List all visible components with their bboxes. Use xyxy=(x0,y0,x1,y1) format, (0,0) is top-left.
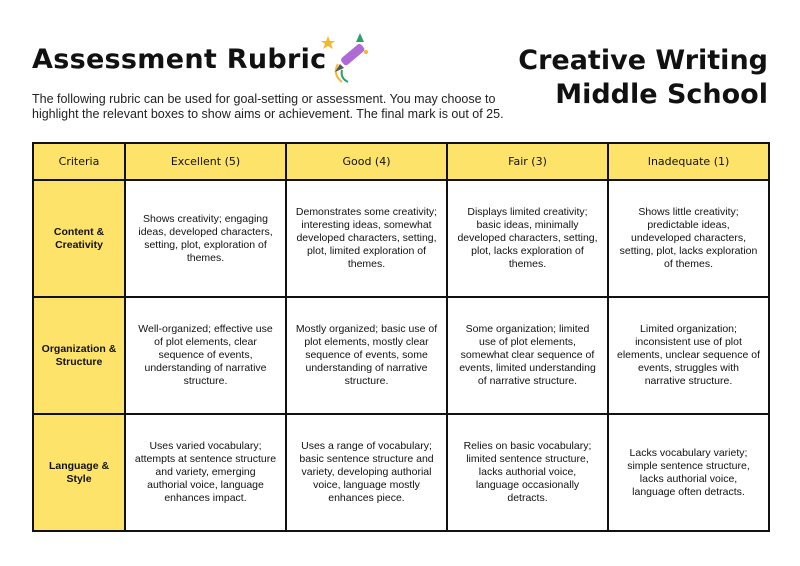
header-excellent: Excellent (5) xyxy=(125,143,286,180)
table-row xyxy=(33,180,769,297)
table-row xyxy=(33,414,769,531)
rubric-cell[interactable]: Mostly organized; basic use of plot elements, mostly clear sequence of events, some understanding of narrative structure. xyxy=(286,297,447,414)
page-title: Assessment Rubric xyxy=(32,44,327,75)
criteria-cell: Organization & Structure xyxy=(33,297,125,414)
rubric-cell[interactable]: Shows creativity; engaging ideas, developed characters, setting, plot, exploration of themes. xyxy=(125,180,286,297)
rubric-cell[interactable]: Lacks vocabulary variety; simple sentence structure, lacks authorial voice, language often detracts. xyxy=(608,414,769,531)
intro-text: The following rubric can be used for goal-setting or assessment. You may choose to highlight the relevant boxes to show aims or achievement. The final mark is out of 25. xyxy=(32,92,504,121)
subtitle-line-2: Middle School xyxy=(555,79,768,110)
rubric-cell[interactable]: Displays limited creativity; basic ideas, minimally developed characters, setting, plot, lacks exploration of themes. xyxy=(447,180,608,297)
header-good: Good (4) xyxy=(286,143,447,180)
rubric-cell[interactable]: Limited organization; inconsistent use of plot elements, unclear sequence of events, struggles with narrative structure. xyxy=(608,297,769,414)
header-fair: Fair (3) xyxy=(447,143,608,180)
table-row xyxy=(33,297,769,414)
subtitle-line-1: Creative Writing xyxy=(518,45,768,76)
rubric-table xyxy=(32,142,770,532)
criteria-cell: Content & Creativity xyxy=(33,180,125,297)
rubric-cell[interactable]: Uses a range of vocabulary; basic sentence structure and variety, developing authorial voice, language mostly enhances piece. xyxy=(286,414,447,531)
rubric-cell[interactable]: Demonstrates some creativity; interesting ideas, somewhat developed characters, setting, plot, limited exploration of themes. xyxy=(286,180,447,297)
rubric-cell[interactable]: Some organization; limited use of plot elements, somewhat clear sequence of events, limited understanding of narrative structure. xyxy=(447,297,608,414)
rubric-cell[interactable]: Shows little creativity; predictable ideas, undeveloped characters, setting, plot, lacks exploration of themes. xyxy=(608,180,769,297)
pen-and-stars-icon xyxy=(318,30,374,86)
header-row xyxy=(33,143,769,180)
header-inadequate: Inadequate (1) xyxy=(608,143,769,180)
criteria-cell: Language & Style xyxy=(33,414,125,531)
rubric-cell[interactable]: Uses varied vocabulary; attempts at sentence structure and variety, emerging authorial voice, language enhances impact. xyxy=(125,414,286,531)
header-criteria: Criteria xyxy=(33,143,125,180)
subtitle xyxy=(518,44,768,112)
rubric-cell[interactable]: Relies on basic vocabulary; limited sentence structure, lacks authorial voice, language occasionally detracts. xyxy=(447,414,608,531)
rubric-cell[interactable]: Well-organized; effective use of plot elements, clear sequence of events, understanding of narrative structure. xyxy=(125,297,286,414)
